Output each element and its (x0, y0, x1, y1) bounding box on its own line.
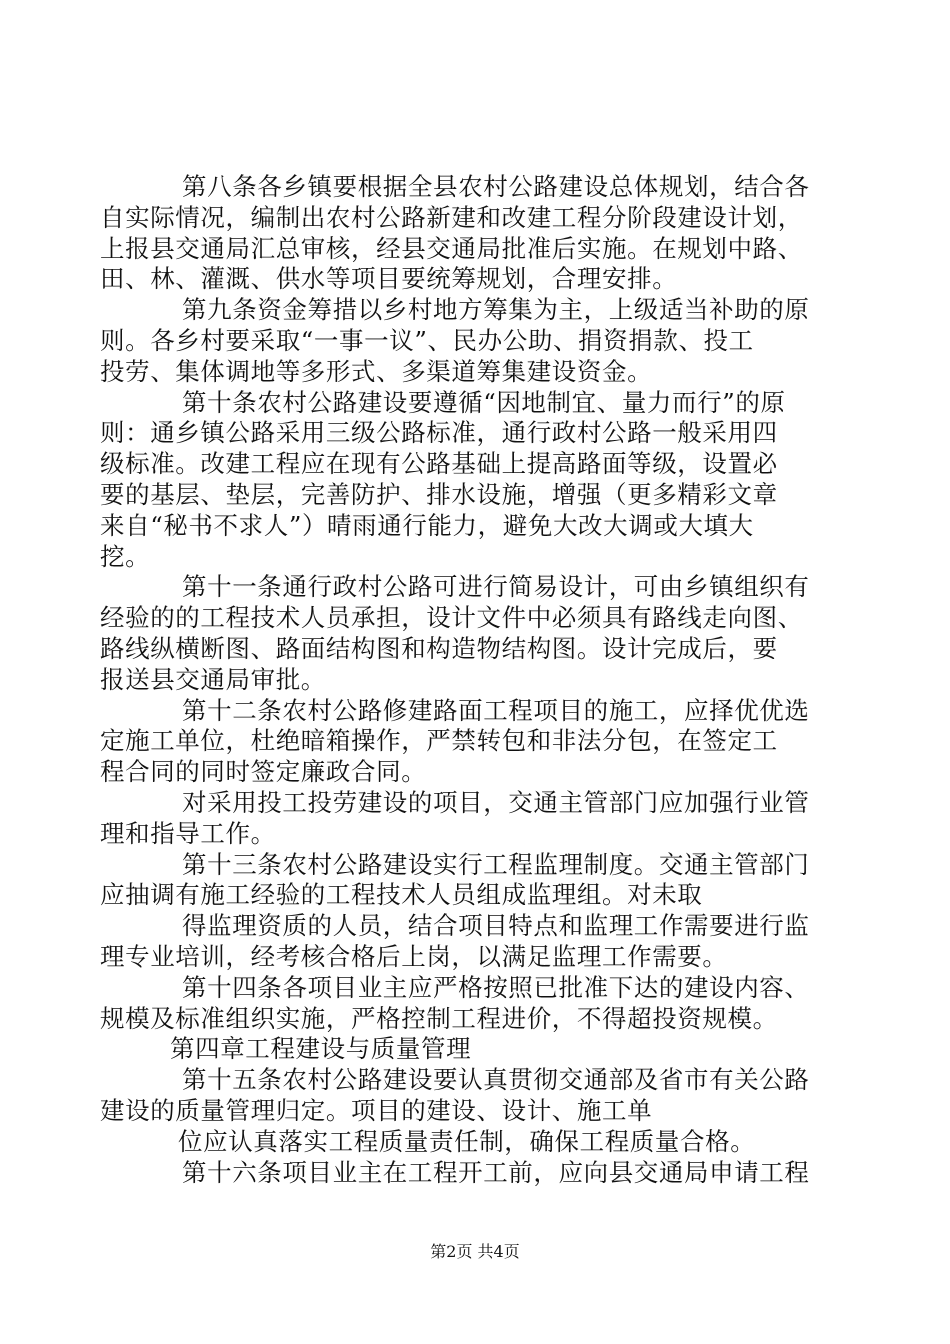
text-line: 则：通乡镇公路采用三级公路标准，通行政村公路一般采用四 (100, 418, 778, 448)
text-line: 路线纵横断图、路面结构图和构造物结构图。设计完成后，要 (100, 633, 778, 663)
text-line: 来自“秘书不求人”）晴雨通行能力，避免大改大调或大填大 (100, 510, 754, 540)
text-line: 第九条资金筹措以乡村地方筹集为主，上级适当补助的原 (182, 295, 810, 325)
text-line: 位应认真落实工程质量责任制，确保工程质量合格。 (178, 1126, 756, 1156)
text-line: 第十条农村公路建设要遵循“因地制宜、量力而行”的原 (182, 387, 786, 417)
text-line: 第四章工程建设与质量管理 (170, 1034, 472, 1064)
text-line: 第十六条项目业主在工程开工前，应向县交通局申请工程 (182, 1157, 810, 1187)
text-line: 建设的质量管理归定。项目的建设、设计、施工单 (100, 1095, 653, 1125)
text-line: 级标准。改建工程应在现有公路基础上提高路面等级，设置必 (100, 449, 778, 479)
text-line: 第十二条农村公路修建路面工程项目的施工，应择优优选 (182, 695, 810, 725)
text-line: 要的基层、垫层，完善防护、排水设施，增强（更多精彩文章 (100, 479, 778, 509)
text-line: 自实际情况，编制出农村公路新建和改建工程分阶段建设计划， (100, 202, 803, 232)
text-line: 报送县交通局审批。 (100, 664, 326, 694)
text-line: 第十四条各项目业主应严格按照已批准下达的建设内容、 (182, 972, 810, 1002)
text-line: 经验的的工程技术人员承担，设计文件中必须具有路线走向图、 (100, 603, 803, 633)
text-line: 挖。 (100, 541, 151, 571)
text-line: 田、林、灌溉、供水等项目要统筹规划，合理安排。 (100, 264, 678, 294)
text-line: 对采用投工投劳建设的项目，交通主管部门应加强行业管 (182, 787, 810, 817)
text-line: 第十三条农村公路建设实行工程监理制度。交通主管部门 (182, 849, 810, 879)
text-line: 理专业培训，经考核合格后上岗，以满足监理工作需要。 (100, 941, 728, 971)
text-line: 程合同的同时签定廉政合同。 (100, 757, 427, 787)
text-line: 第十五条农村公路建设要认真贯彻交通部及省市有关公路 (182, 1065, 810, 1095)
text-line: 理和指导工作。 (100, 818, 276, 848)
text-line: 第八条各乡镇要根据全县农村公路建设总体规划，结合各 (182, 172, 810, 201)
document-body (100, 172, 840, 1188)
text-line: 应抽调有施工经验的工程技术人员组成监理组。对未取 (100, 880, 703, 910)
text-line: 则。各乡村要采取“一事一议”、民办公助、捐资捐款、投工 (100, 325, 754, 355)
text-line: 上报县交通局汇总审核，经县交通局批准后实施。在规划中路、 (100, 233, 803, 263)
page-footer: 第2页 共4页 (430, 1242, 520, 1261)
text-line: 定施工单位，杜绝暗箱操作，严禁转包和非法分包，在签定工 (100, 726, 778, 756)
text-line: 第十一条通行政村公路可进行简易设计，可由乡镇组织有 (182, 572, 810, 602)
text-line: 投劳、集体调地等多形式、多渠道筹集建设资金。 (100, 356, 653, 386)
text-line: 规模及标准组织实施，严格控制工程进价，不得超投资规模。 (100, 1003, 778, 1033)
text-line: 得监理资质的人员，结合项目特点和监理工作需要进行监 (182, 911, 810, 941)
